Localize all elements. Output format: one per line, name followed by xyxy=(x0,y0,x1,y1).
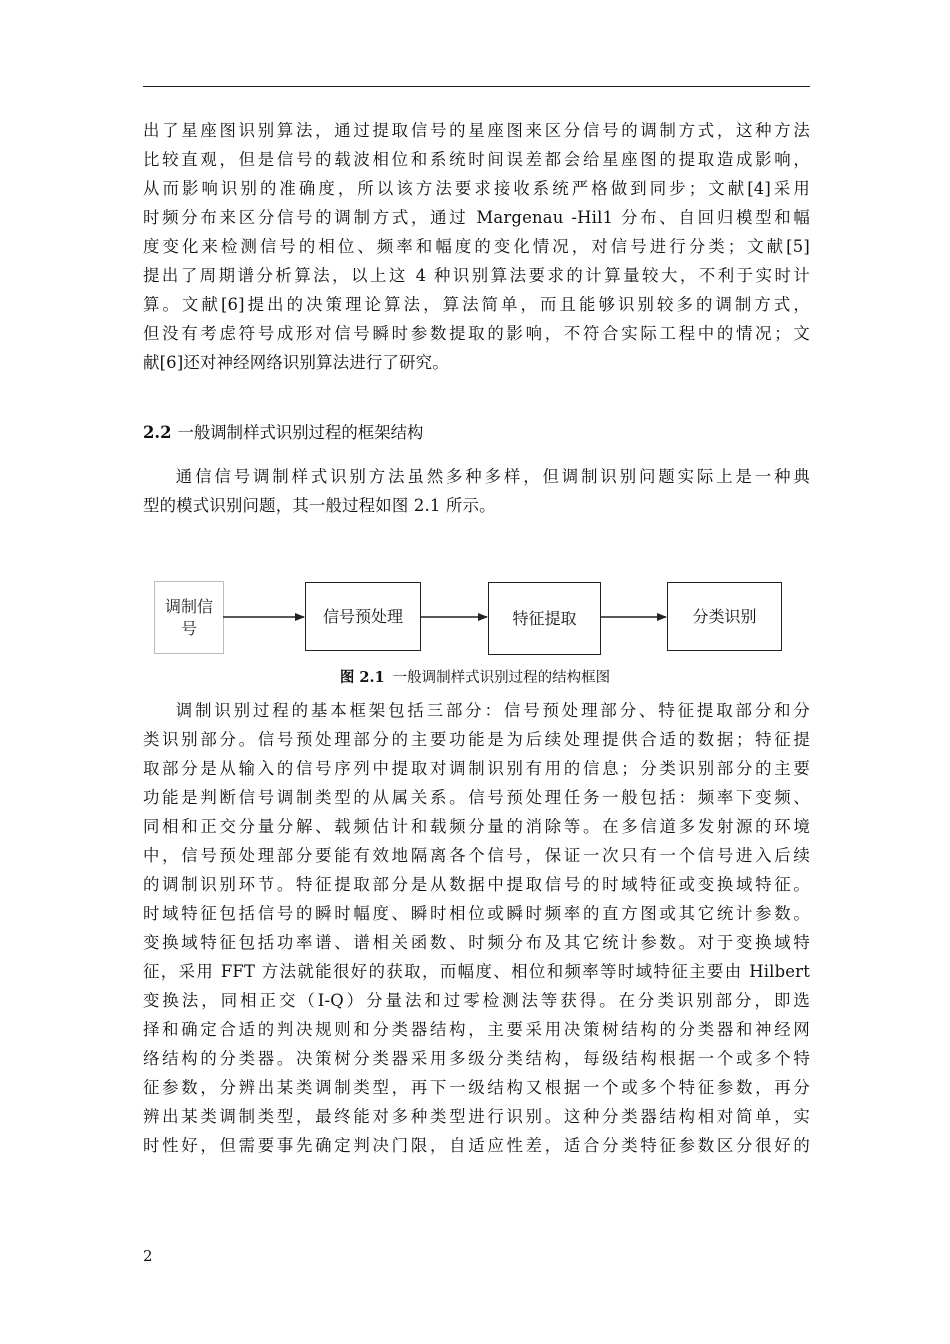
text-line: 络结构的分类器。决策树分类器采用多级分类结构，每级结构根据一个或多个特 xyxy=(143,1049,810,1068)
text-line: 算。文献[6]提出的决策理论算法，算法简单，而且能够识别较多的调制方式， xyxy=(143,295,810,314)
text-line: 同相和正交分量分解、载频估计和载频分量的消除等。在多信道多发射源的环境 xyxy=(143,817,810,836)
figure-number: 图 2.1 xyxy=(339,669,385,686)
text-line: 时性好，但需要事先确定判决门限，自适应性差，适合分类特征参数区分很好的 xyxy=(143,1136,810,1155)
diagram-box-label: 特征提取 xyxy=(512,608,577,628)
header-rule xyxy=(143,86,810,87)
text-line: 比较直观，但是信号的载波相位和系统时间误差都会给星座图的提取造成影响， xyxy=(143,150,810,169)
diagram-box-label: 分类识别 xyxy=(692,606,757,626)
section-title: 一般调制样式识别过程的框架结构 xyxy=(177,423,424,442)
diagram-box-label: 信号预处理 xyxy=(322,606,403,626)
text-line: 时频分布来区分信号的调制方式，通过 Margenau -Hil1 分布、自回归模型和幅 xyxy=(143,208,810,227)
text-line: 变换域特征包括功率谱、谱相关函数、时频分布及其它统计参数。对于变换域特 xyxy=(143,933,810,952)
diagram-box-classification xyxy=(667,582,782,651)
text-line: 辨出某类调制类型，最终能对多种类型进行识别。这种分类器结构相对简单，实 xyxy=(143,1107,810,1126)
text-line: 出了星座图识别算法，通过提取信号的星座图来区分信号的调制方式，这种方法 xyxy=(143,121,810,140)
paragraph-3 xyxy=(143,696,810,1160)
paragraph-1 xyxy=(143,116,810,377)
text-line: 但没有考虑符号成形对信号瞬时参数提取的影响，不符合实际工程中的情况；文 xyxy=(143,324,810,343)
text-line: 度变化来检测信号的相位、频率和幅度的变化情况，对信号进行分类；文献[5] xyxy=(143,237,810,256)
text-line: 取部分是从输入的信号序列中提取对调制识别有用的信息；分类识别部分的主要 xyxy=(143,759,810,778)
paragraph-2 xyxy=(143,462,810,520)
diagram-box-feature-extraction xyxy=(488,582,601,655)
text-line: 型的模式识别问题，其一般过程如图 2.1 所示。 xyxy=(143,496,496,515)
text-line: 中，信号预处理部分要能有效地隔离各个信号，保证一次只有一个信号进入后续 xyxy=(143,846,810,865)
text-line: 从而影响识别的准确度，所以该方法要求接收系统严格做到同步；文献[4]采用 xyxy=(143,179,810,198)
text-line: 变换法，同相正交（I-Q）分量法和过零检测法等获得。在分类识别部分，即选 xyxy=(143,991,810,1010)
text-line: 时域特征包括信号的瞬时幅度、瞬时相位或瞬时频率的直方图或其它统计参数。 xyxy=(143,904,810,923)
text-line: 提出了周期谱分析算法，以上这 4 种识别算法要求的计算量较大，不利于实时计 xyxy=(143,266,810,285)
page-number: 2 xyxy=(143,1247,153,1265)
figure-caption-text: 一般调制样式识别过程的结构框图 xyxy=(392,670,611,686)
text-line: 类识别部分。信号预处理部分的主要功能是为后续处理提供合适的数据；特征提 xyxy=(143,730,810,749)
text-line: 调制识别过程的基本框架包括三部分：信号预处理部分、特征提取部分和分 xyxy=(175,701,810,720)
text-line: 征参数，分辨出某类调制类型，再下一级结构又根据一个或多个特征参数，再分 xyxy=(143,1078,810,1097)
figure-caption xyxy=(0,667,950,689)
text-line: 通信信号调制样式识别方法虽然多种多样，但调制识别问题实际上是一种典 xyxy=(175,467,810,486)
diagram-box-input-signal xyxy=(154,581,224,654)
diagram-box-preprocessing xyxy=(305,582,421,651)
section-heading xyxy=(143,418,423,447)
text-line: 征，采用 FFT 方法就能很好的获取，而幅度、相位和频率等时域特征主要由 Hilbert xyxy=(143,962,810,981)
section-number: 2.2 xyxy=(143,423,172,442)
text-line: 献[6]还对神经网络识别算法进行了研究。 xyxy=(143,353,449,372)
text-line: 择和确定合适的判决规则和分类器结构，主要采用决策树结构的分类器和神经网 xyxy=(143,1020,810,1039)
diagram-box-label: 调制信号 xyxy=(165,596,214,638)
text-line: 的调制识别环节。特征提取部分是从数据中提取信号的时域特征或变换域特征。 xyxy=(143,875,810,894)
text-line: 功能是判断信号调制类型的从属关系。信号预处理任务一般包括：频率下变频、 xyxy=(143,788,810,807)
